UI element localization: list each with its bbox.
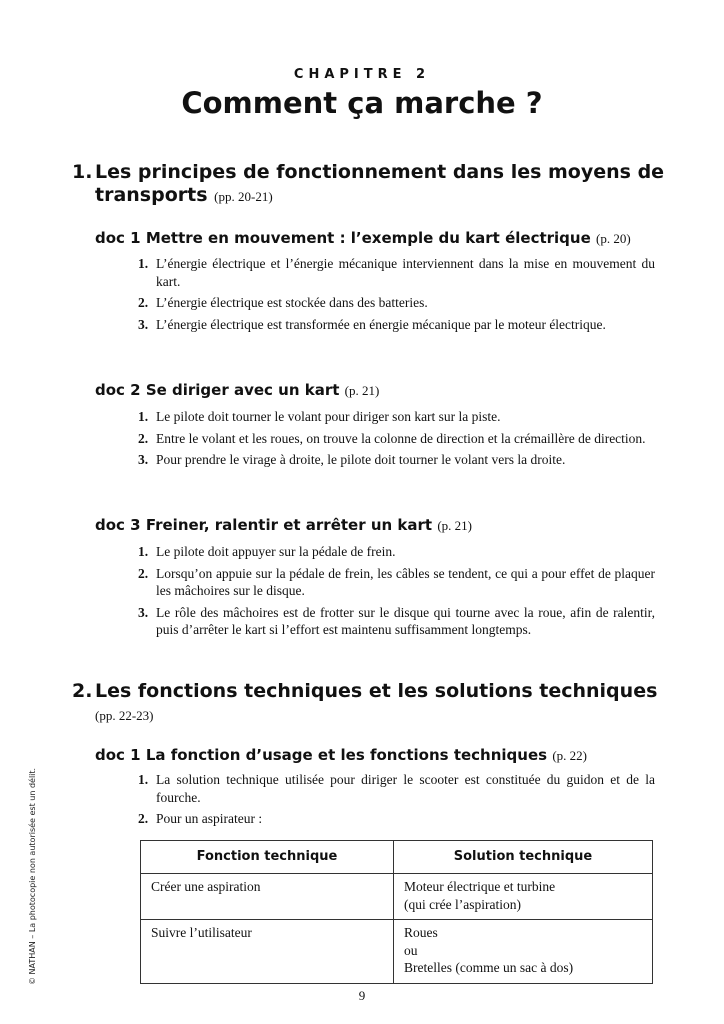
item-number: 2. (138, 565, 149, 581)
solution-line: Roues (404, 925, 438, 940)
doc-pages: (p. 22) (552, 748, 587, 763)
item-number: 2. (138, 295, 149, 310)
list-item (138, 543, 655, 561)
table-cell-solution (394, 920, 653, 984)
item-text: Pour prendre le virage à droite, le pilote doit tourner le volant vers la droite. (156, 452, 566, 467)
chapter-title: Comment ça marche ? (181, 86, 543, 120)
item-number: 1. (138, 409, 149, 424)
solution-line: ou (404, 942, 418, 958)
item-text: L’énergie électrique est transformée en énergie mécanique par le moteur électrique. (156, 316, 606, 332)
list-item (138, 294, 655, 312)
item-text: Lorsqu’on appuie sur la pédale de frein, les câbles se tendent, ce qui a pour effet de plaquer les mâchoires sur le disque. (156, 565, 655, 598)
doc-item-list (138, 771, 655, 832)
list-item (138, 810, 655, 828)
table-cell-solution (394, 874, 653, 920)
doc-pages: (p. 21) (437, 518, 472, 533)
list-item (138, 771, 655, 806)
list-item (138, 604, 655, 639)
table-cell-fonction: Suivre l’utilisateur (141, 920, 394, 984)
doc-pages: (p. 20) (596, 231, 631, 246)
item-number: 1. (138, 256, 149, 271)
list-item (138, 408, 655, 426)
column-header-fonction: Fonction technique (141, 841, 394, 874)
list-item (138, 565, 655, 600)
section-number: 2. (72, 680, 93, 702)
item-text: Le rôle des mâchoires est de frotter sur le disque qui tourne avec la roue, afin de ralentir, puis d’arrêter le kart si l’effort est maintenu suffisamment longtemps. (156, 604, 655, 637)
item-text: Entre le volant et les roues, on trouve la colonne de direction et la crémaillère de direction. (156, 430, 646, 446)
section-2-title (72, 680, 672, 703)
item-text: Pour un aspirateur : (156, 811, 263, 826)
doc-title (95, 380, 675, 401)
item-number: 2. (138, 430, 149, 446)
section-title-text: Les principes de fonctionnement dans les moyens de transports (95, 161, 665, 206)
chapter-label: CHAPITRE 2 (293, 67, 431, 82)
solution-line: Bretelles (comme un sac à dos) (404, 960, 574, 975)
technical-functions-table (140, 840, 653, 984)
list-item (138, 430, 655, 448)
doc-item-list (138, 543, 655, 643)
section-1-title (72, 161, 672, 208)
table-row (141, 874, 653, 920)
copyright-note: © NATHAN – La photocopie non autorisée est un délit. (28, 767, 37, 985)
column-header-solution: Solution technique (394, 841, 653, 874)
section-pages: (pp. 20-21) (214, 189, 273, 204)
doc-item-list (138, 408, 655, 473)
doc-title-text: doc 2 Se diriger avec un kart (95, 381, 340, 399)
item-number: 1. (138, 544, 149, 559)
section-title-text: Les fonctions techniques et les solutions techniques (95, 680, 658, 702)
list-item (138, 316, 655, 334)
item-number: 3. (138, 316, 149, 332)
solution-line: (qui crée l’aspiration) (404, 896, 521, 912)
table-row (141, 920, 653, 984)
item-text: La solution technique utilisée pour diriger le scooter est constituée du guidon et de la fourche. (156, 772, 655, 805)
item-text: Le pilote doit appuyer sur la pédale de frein. (156, 544, 396, 559)
item-text: Le pilote doit tourner le volant pour diriger son kart sur la piste. (156, 409, 501, 424)
solution-line: Moteur électrique et turbine (404, 879, 556, 894)
doc-item-list (138, 255, 655, 337)
item-number: 3. (138, 604, 149, 620)
item-number: 3. (138, 452, 149, 467)
page-number: 9 (358, 988, 366, 1003)
section-pages: (pp. 22-23) (95, 708, 154, 723)
section-number: 1. (72, 161, 93, 183)
item-text: L’énergie électrique et l’énergie mécanique interviennent dans la mise en mouvement du kart. (156, 256, 655, 289)
doc-title-text: doc 3 Freiner, ralentir et arrêter un kart (95, 516, 433, 534)
doc-title (95, 745, 675, 766)
doc-title (95, 228, 675, 249)
doc-title-text: doc 1 Mettre en mouvement : l’exemple du kart électrique (95, 229, 591, 247)
doc-title-text: doc 1 La fonction d’usage et les fonctions techniques (95, 746, 548, 764)
table-cell-fonction: Créer une aspiration (141, 874, 394, 920)
item-number: 1. (138, 772, 149, 787)
list-item (138, 451, 655, 469)
table-header-row (141, 841, 653, 874)
list-item (138, 255, 655, 290)
doc-pages: (p. 21) (344, 383, 380, 398)
item-number: 2. (138, 811, 149, 826)
item-text: L’énergie électrique est stockée dans des batteries. (156, 295, 428, 310)
doc-title (95, 515, 675, 536)
